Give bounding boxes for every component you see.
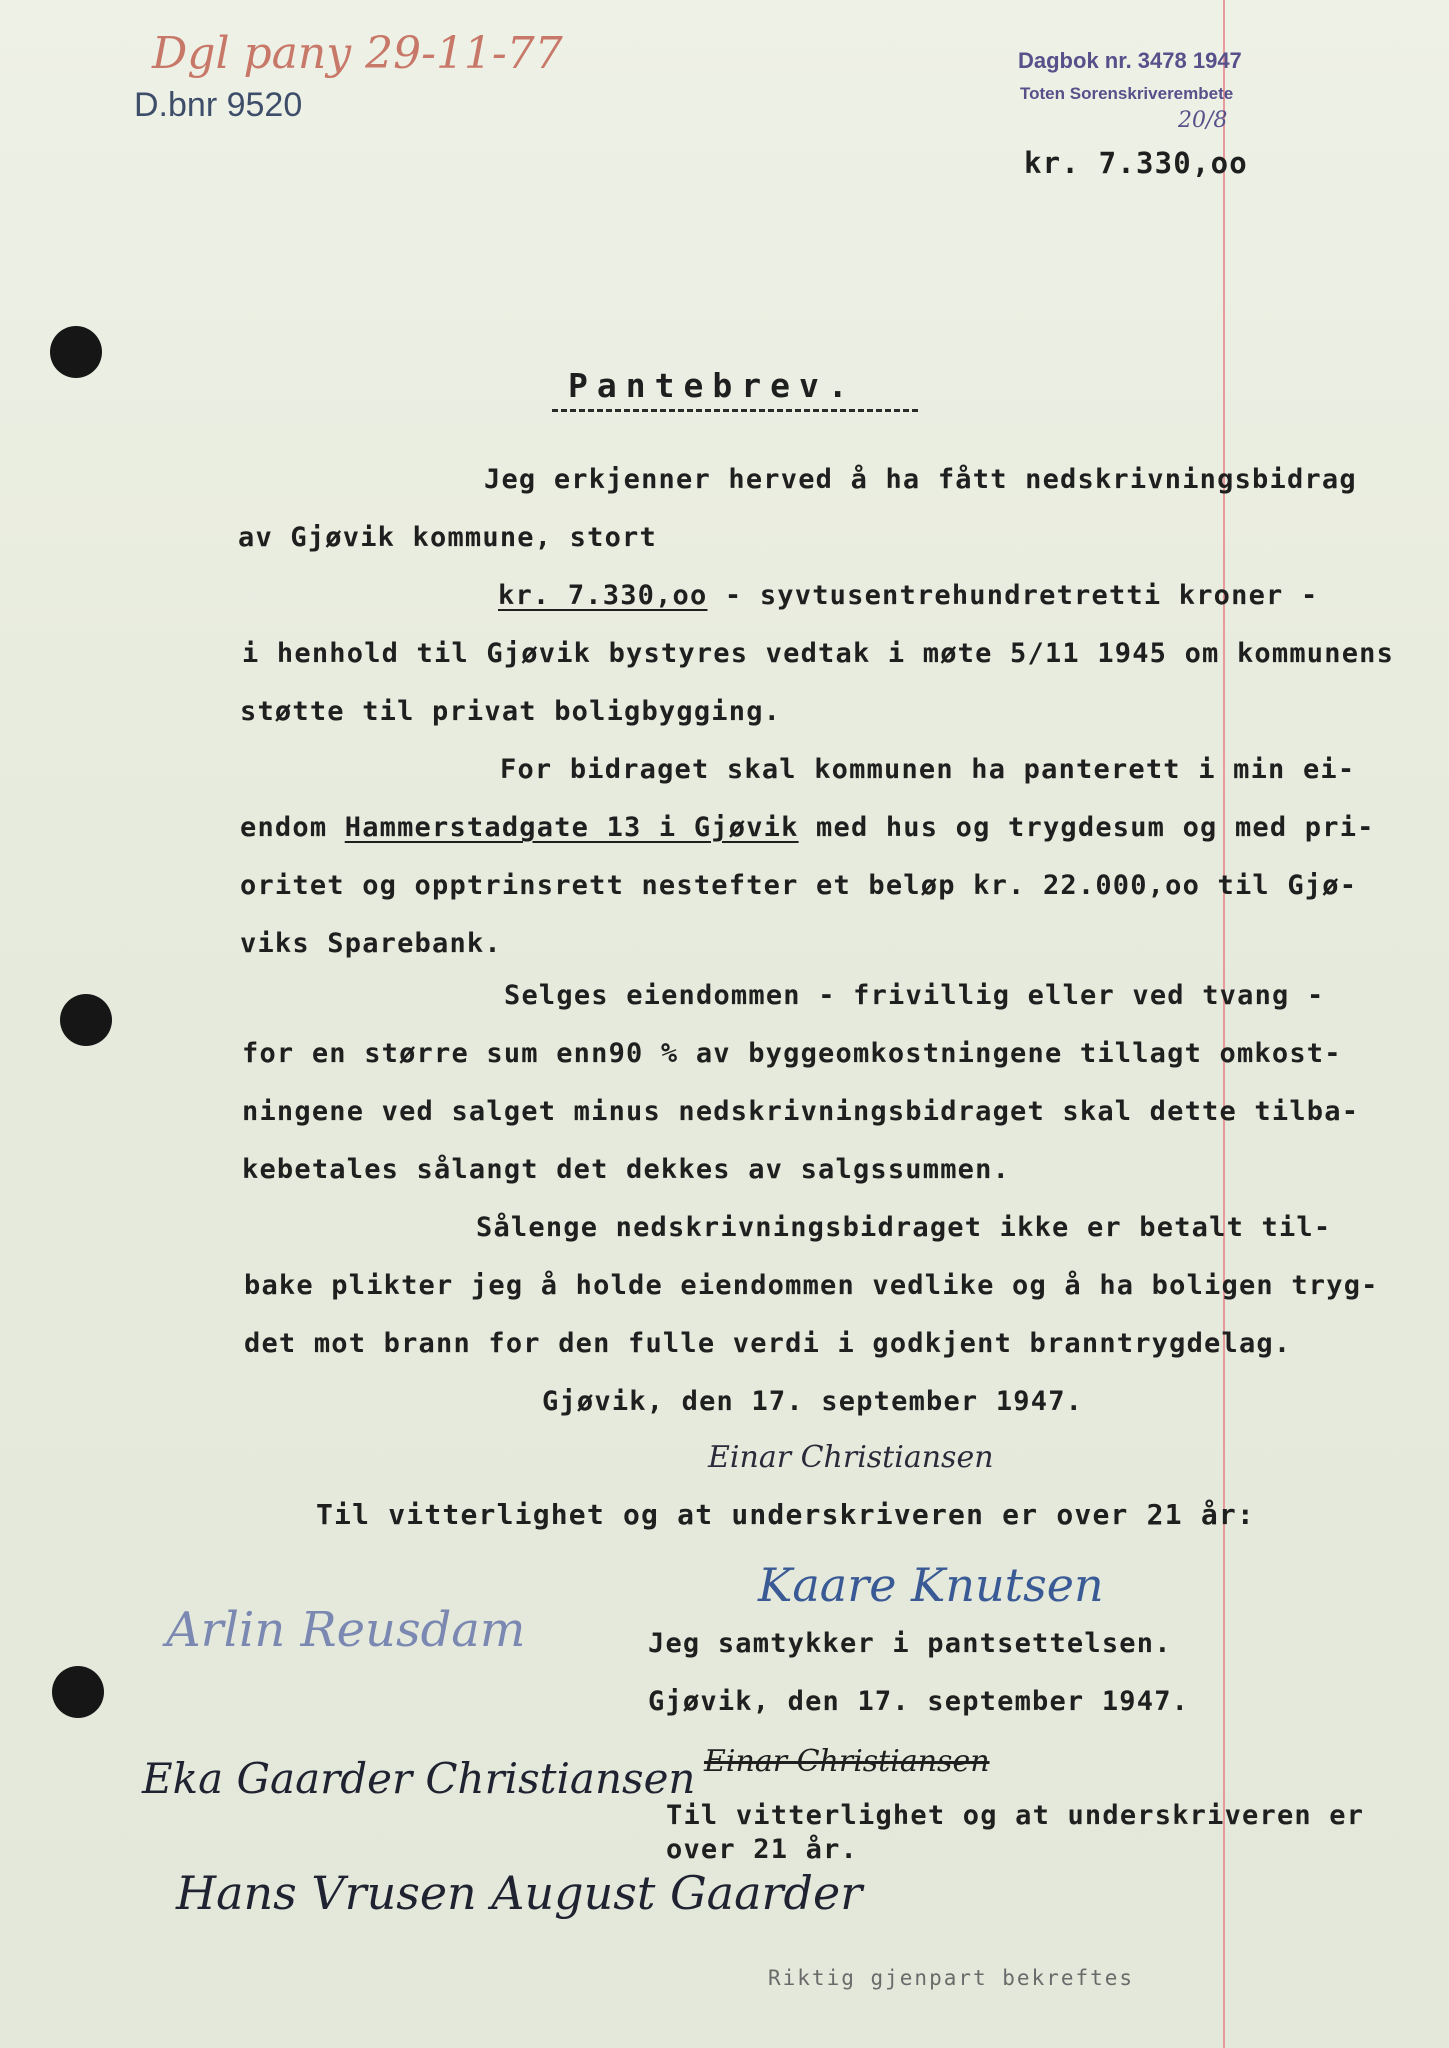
- body-line: Jeg erkjenner herved å ha fått nedskrivningsbidrag: [484, 464, 1357, 495]
- punch-hole: [50, 326, 102, 378]
- footer-certification: Riktig gjenpart bekreftes: [768, 1966, 1135, 1990]
- consent-line: Jeg samtykker i pantsettelsen.: [648, 1628, 1172, 1659]
- amount-underlined: kr. 7.330,oo: [498, 580, 708, 611]
- body-line: oritet og opptrinsrett nestefter et beløp kr. 22.000,oo til Gjø-: [240, 870, 1358, 901]
- body-line: ningene ved salget minus nedskrivningsbidraget skal dette tilba-: [242, 1096, 1360, 1127]
- title-underline: [552, 409, 918, 412]
- signature-owner: Einar Christiansen: [708, 1440, 994, 1475]
- consent-date: Gjøvik, den 17. september 1947.: [648, 1686, 1190, 1717]
- registry-stamp-office: Toten Sorenskriverembete: [1020, 84, 1234, 103]
- signature-witness: Arlin Reusdam: [166, 1602, 526, 1658]
- pencil-reference: D.bnr 9520: [134, 86, 303, 124]
- registry-stamp-date: 20/8: [1178, 108, 1228, 133]
- place-and-date: Gjøvik, den 17. september 1947.: [542, 1386, 1084, 1417]
- punch-hole: [60, 994, 112, 1046]
- body-line: Sålenge nedskrivningsbidraget ikke er betalt til-: [476, 1212, 1332, 1243]
- punch-hole: [52, 1666, 104, 1718]
- document-title: Pantebrev.: [568, 366, 857, 405]
- signature-struck: Einar Christiansen: [704, 1744, 990, 1779]
- body-line: det mot brann for den fulle verdi i godkjent branntrygdelag.: [244, 1328, 1292, 1359]
- witness-clause: Til vitterlighet og at underskriveren er over 21 år:: [316, 1498, 1255, 1531]
- body-line: for en større sum enn90 % av byggeomkostningene tillagt omkost-: [242, 1038, 1342, 1069]
- body-line: endom Hammerstadgate 13 i Gjøvik med hus og trygdesum og med pri-: [240, 812, 1375, 843]
- signature-witness: Hans Vrusen August Gaarder: [176, 1866, 863, 1920]
- body-line: Selges eiendommen - frivillig eller ved tvang -: [504, 980, 1325, 1011]
- witness-clause-2: over 21 år.: [666, 1834, 859, 1865]
- amount-in-words: - syvtusentrehundretretti kroner -: [707, 580, 1319, 611]
- witness-clause-2: Til vitterlighet og at underskriveren er: [666, 1800, 1365, 1831]
- body-line: i henhold til Gjøvik bystyres vedtak i møte 5/11 1945 om kommunens: [242, 638, 1395, 669]
- body-line: For bidraget skal kommunen ha panterett i min ei-: [500, 754, 1356, 785]
- header-amount: kr. 7.330,oo: [1024, 146, 1248, 180]
- body-line: [498, 580, 1318, 611]
- body-line: bake plikter jeg å holde eiendommen vedlike og å ha boligen tryg-: [244, 1270, 1379, 1301]
- body-line: viks Sparebank.: [240, 928, 502, 959]
- signature-spouse: Eka Gaarder Christiansen: [142, 1754, 696, 1803]
- property-address: Hammerstadgate 13 i Gjøvik: [344, 812, 799, 843]
- signature-witness: Kaare Knutsen: [758, 1558, 1104, 1612]
- registry-stamp-number: Dagbok nr. 3478 1947: [1018, 48, 1242, 73]
- margin-line: [1223, 0, 1225, 2048]
- body-line: støtte til privat boligbygging.: [240, 696, 782, 727]
- body-line: kebetales sålangt det dekkes av salgssummen.: [242, 1154, 1011, 1185]
- body-line: av Gjøvik kommune, stort: [238, 522, 657, 553]
- pencil-note: Dgl pany 29-11-77: [152, 28, 563, 79]
